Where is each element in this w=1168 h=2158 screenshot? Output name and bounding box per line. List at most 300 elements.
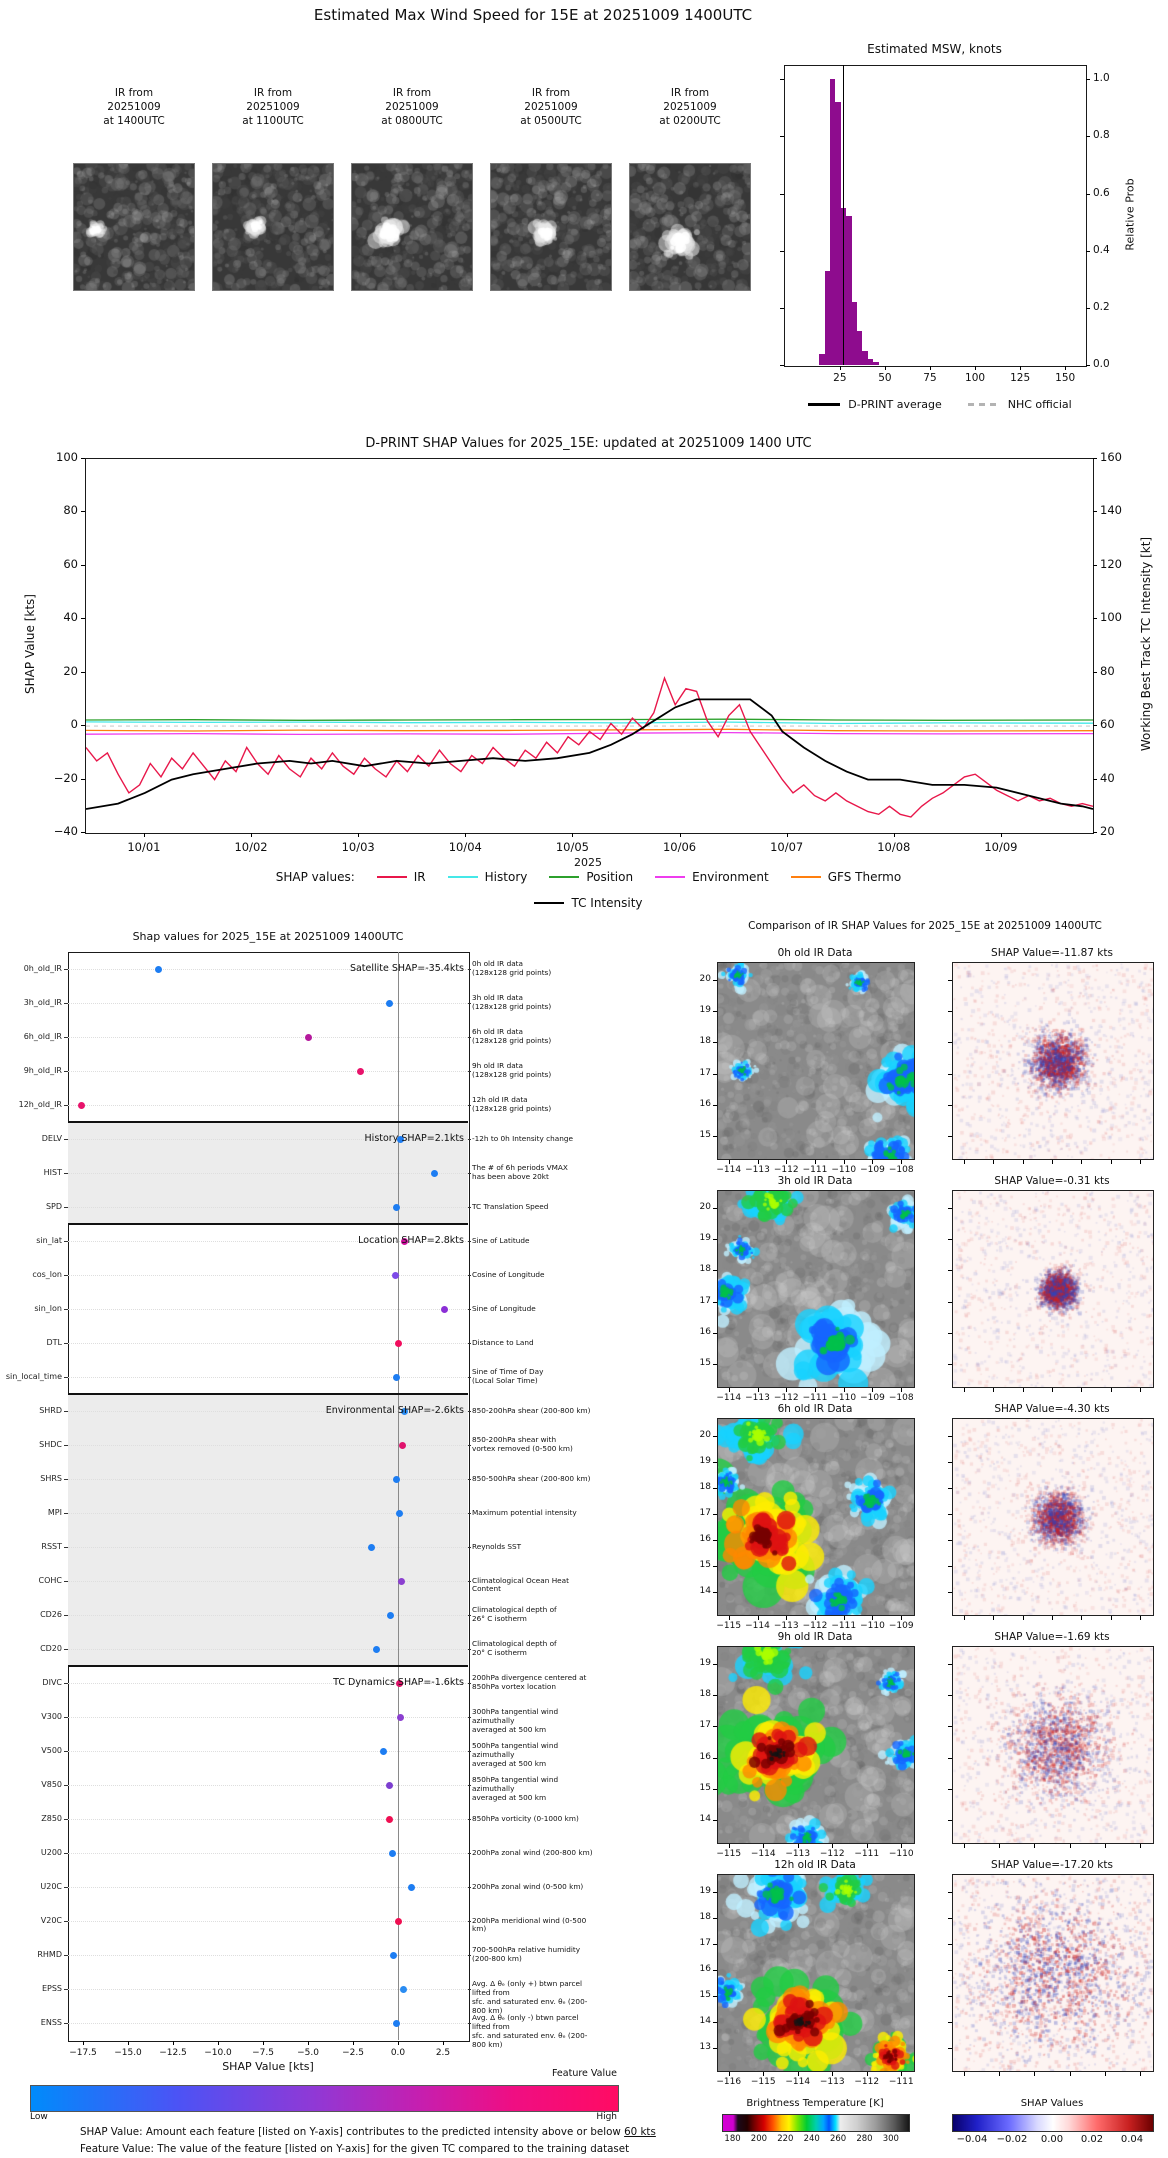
- map-xtick-label: −113: [785, 1849, 811, 1859]
- map-ytick: [948, 1302, 952, 1303]
- shap-dot: [389, 1850, 396, 1857]
- map-ytick: [948, 1011, 952, 1012]
- map-xtick-label: −111: [854, 1849, 880, 1859]
- map-ytick: [713, 1892, 717, 1893]
- feature-label: DIVC: [42, 1678, 62, 1687]
- line-swatch: [655, 876, 685, 879]
- shap-map-title: SHAP Value=-1.69 kts: [994, 1631, 1110, 1643]
- feature-label: U20C: [40, 1882, 62, 1891]
- map-ytick: [948, 1514, 952, 1515]
- map-xtick: [729, 1616, 730, 1620]
- feature-xtick: [173, 2041, 174, 2045]
- bt-colorbar-tick-label: 220: [777, 2134, 794, 2144]
- row-gridline: [68, 1513, 468, 1514]
- ir-map-title: 12h old IR Data: [774, 1859, 856, 1871]
- brightness-temp-colorbar-title: Brightness Temperature [K]: [746, 2098, 884, 2109]
- row-gridline: [68, 1717, 468, 1718]
- map-xtick-label: −112: [819, 1849, 845, 1859]
- feature-label: EPSS: [41, 1984, 62, 1993]
- map-ytick-label: 19: [699, 1233, 711, 1243]
- map-ytick: [948, 1918, 952, 1919]
- map-ytick: [713, 1136, 717, 1137]
- histogram-mean-line: [843, 65, 844, 365]
- row-gridline: [68, 1989, 468, 1990]
- timeseries-ytick-label: 40: [1100, 770, 1115, 785]
- ir-thumbnail-image: [74, 164, 194, 290]
- timeseries-ytick-label: 80: [63, 503, 78, 518]
- feature-xtick-label: −15.0: [114, 2048, 142, 2058]
- map-xtick-label: −109: [860, 1393, 885, 1403]
- map-xtick: [1023, 1160, 1024, 1164]
- feature-description: 0h old IR data (128x128 grid points): [472, 959, 552, 977]
- map-ytick: [713, 1695, 717, 1696]
- map-xtick: [1081, 1616, 1082, 1620]
- map-xtick-label: −110: [888, 1849, 914, 1859]
- feature-tick: [64, 1207, 68, 1208]
- map-xtick: [999, 1844, 1000, 1848]
- feature-tick: [64, 1275, 68, 1276]
- timeseries-ytick-label: 60: [1100, 717, 1115, 732]
- map-xtick: [1070, 1844, 1071, 1848]
- map-xtick-label: −111: [802, 1393, 828, 1403]
- map-xtick: [1111, 1616, 1112, 1620]
- map-ytick: [948, 1996, 952, 1997]
- map-ytick: [713, 1758, 717, 1759]
- map-ytick: [713, 1970, 717, 1971]
- group-separator: [68, 1665, 468, 1667]
- map-xtick-label: −114: [716, 1393, 742, 1403]
- timeseries-plot-area: [85, 458, 1094, 834]
- timeseries-ytick-label: 120: [1100, 556, 1122, 571]
- ir-map-image: [717, 962, 915, 1160]
- map-xtick-label: −109: [860, 1165, 885, 1175]
- timeseries-xtick: [144, 833, 145, 837]
- histogram-title: Estimated MSW, knots: [867, 42, 1002, 56]
- shap-dot: [386, 1000, 393, 1007]
- shap-dot: [408, 1884, 415, 1891]
- map-xtick: [901, 1844, 902, 1848]
- map-xtick: [758, 1388, 759, 1392]
- map-ytick-label: 17: [699, 1937, 711, 1948]
- map-ytick: [713, 1488, 717, 1489]
- map-xtick-label: −115: [750, 2077, 776, 2087]
- map-ytick: [948, 1488, 952, 1489]
- feature-xtick-label: −7.5: [252, 2048, 274, 2058]
- feature-description: Sine of Time of Day (Local Solar Time): [472, 1367, 544, 1385]
- shap-dot: [393, 1476, 400, 1483]
- brightness-temp-colorbar: [722, 2114, 910, 2132]
- feature-tick: [64, 1615, 68, 1616]
- shap-dot: [357, 1068, 364, 1075]
- shap-caption-underlined: 60 kts: [624, 2126, 656, 2138]
- map-ytick: [713, 1333, 717, 1334]
- map-xtick: [832, 2072, 833, 2076]
- feature-label: CD26: [40, 1610, 62, 1619]
- map-xtick: [1140, 2072, 1141, 2076]
- map-xtick-label: −113: [745, 1165, 770, 1175]
- timeseries-xtick: [894, 833, 895, 837]
- timeseries-xtick: [465, 833, 466, 837]
- ir-map-image: [717, 1418, 915, 1616]
- line-swatch: [377, 876, 407, 879]
- row-gridline: [68, 1207, 468, 1208]
- histogram-ytick: [1086, 308, 1090, 309]
- feature-label: U200: [40, 1848, 62, 1857]
- desc-tick: [468, 1003, 471, 1004]
- desc-tick: [468, 1411, 471, 1412]
- map-xtick: [1140, 1388, 1141, 1392]
- histogram-legend-item: [968, 398, 1072, 411]
- map-xtick: [1023, 1616, 1024, 1620]
- timeseries-xtick-label: 10/03: [341, 840, 375, 854]
- map-ytick: [713, 980, 717, 981]
- feature-description: -12h to 0h Intensity change: [472, 1133, 574, 1143]
- desc-tick: [468, 969, 471, 970]
- row-gridline: [68, 1275, 468, 1276]
- desc-tick: [468, 1275, 471, 1276]
- shap-dot: [393, 1374, 400, 1381]
- map-xtick: [763, 1844, 764, 1848]
- shap-dot: [431, 1170, 438, 1177]
- map-ytick-label: 19: [699, 1885, 711, 1896]
- map-xtick-label: −115: [716, 1621, 742, 1631]
- desc-tick: [468, 1717, 471, 1718]
- bt-colorbar-tick-label: 280: [856, 2134, 873, 2144]
- row-gridline: [68, 1071, 468, 1072]
- histogram-ytick: [780, 251, 784, 252]
- feature-label: CD20: [40, 1644, 62, 1653]
- feature-label: COHC: [38, 1576, 62, 1585]
- map-ytick: [948, 1944, 952, 1945]
- feature-description: 6h old IR data (128x128 grid points): [472, 1027, 552, 1045]
- series-history: [86, 722, 1093, 724]
- timeseries-ylabel-right: Working Best Track TC Intensity [kt]: [1139, 536, 1153, 752]
- feature-description: Avg. Δ θₑ (only +) btwn parcel lifted from sfc. and saturated env. θₑ (200-800 km): [472, 1979, 588, 2015]
- row-gridline: [68, 1037, 468, 1038]
- map-xtick-label: −113: [819, 2077, 845, 2087]
- map-xtick: [758, 1616, 759, 1620]
- map-ytick: [713, 1540, 717, 1541]
- feature-tick: [64, 1649, 68, 1650]
- shap-dot: [441, 1306, 448, 1313]
- histogram-ytick-label: 0.6: [1093, 186, 1110, 199]
- feature-description: 200hPa zonal wind (0-500 km): [472, 1881, 584, 1891]
- shap-dot: [305, 1034, 312, 1041]
- feature-description: Climatological Ocean Heat Content: [472, 1575, 570, 1594]
- feature-description: Climatological depth of 26° C isotherm: [472, 1605, 557, 1623]
- map-xtick: [786, 1160, 787, 1164]
- histogram-ytick-label: 0.8: [1093, 129, 1110, 142]
- row-gridline: [68, 1343, 468, 1344]
- map-xtick: [729, 1160, 730, 1164]
- map-xtick: [1070, 2072, 1071, 2076]
- histogram-ytick: [780, 308, 784, 309]
- desc-tick: [468, 1683, 471, 1684]
- shap-values-colorbar-title: SHAP Values: [1020, 2098, 1084, 2109]
- histogram-xtick-label: 50: [878, 372, 892, 384]
- desc-tick: [468, 1479, 471, 1480]
- feature-tick: [64, 1377, 68, 1378]
- line-swatch: [534, 902, 564, 905]
- line-swatch: [808, 403, 840, 406]
- row-gridline: [68, 1751, 468, 1752]
- timeseries-xtick-label: 10/04: [448, 840, 482, 854]
- timeseries-legend-label: Environment: [692, 870, 769, 884]
- map-ytick-label: 16: [699, 1534, 711, 1545]
- timeseries-legend-row1: [85, 870, 1092, 884]
- feature-description: 850-200hPa shear (200-800 km): [472, 1405, 591, 1415]
- shap-dot: [390, 1952, 397, 1959]
- histogram-xtick: [1020, 366, 1021, 370]
- timeseries-xtick: [787, 833, 788, 837]
- map-xtick-label: −114: [785, 2077, 811, 2087]
- feature-tick: [64, 1139, 68, 1140]
- timeseries-legend-prefix: SHAP values:: [275, 870, 355, 884]
- timeseries-ytick: [81, 458, 85, 459]
- timeseries-xtick-label: 10/09: [984, 840, 1018, 854]
- shap-dot: [396, 1510, 403, 1517]
- desc-tick: [468, 1547, 471, 1548]
- map-ytick: [713, 1944, 717, 1945]
- map-ytick: [713, 1239, 717, 1240]
- histogram-xtick: [885, 366, 886, 370]
- timeseries-ytick: [1093, 618, 1097, 619]
- map-xtick-label: −112: [773, 1393, 799, 1403]
- map-xtick-label: −111: [888, 2077, 914, 2087]
- map-ytick-label: 19: [699, 1455, 711, 1466]
- histogram-xtick: [1065, 366, 1066, 370]
- feature-label: MPI: [47, 1508, 62, 1517]
- desc-tick: [468, 1581, 471, 1582]
- bt-colorbar-tick-label: 260: [829, 2134, 847, 2144]
- row-gridline: [68, 1479, 468, 1480]
- row-gridline: [68, 1581, 468, 1582]
- feature-description: 850hPa tangential wind azimuthally averaged at 500 km: [472, 1775, 559, 1802]
- map-xtick: [1023, 1388, 1024, 1392]
- histogram-ytick-label: 0.4: [1093, 243, 1110, 256]
- timeseries-legend-label: History: [484, 870, 528, 884]
- feature-xtick-label: 0.0: [390, 2048, 406, 2058]
- shap-map-image: [952, 962, 1154, 1160]
- timeseries-xtick-label: 10/06: [662, 840, 697, 854]
- feature-label: V20C: [40, 1916, 62, 1925]
- feature-label: SHRD: [39, 1406, 62, 1415]
- feature-value-caption: Feature Value: The value of the feature [listed on Y-axis] for the given TC compared to the training dataset: [80, 2143, 630, 2155]
- feature-tick: [64, 1921, 68, 1922]
- map-ytick: [948, 1136, 952, 1137]
- timeseries-ytick-label: 160: [1100, 450, 1122, 464]
- feature-xtick: [398, 2041, 399, 2045]
- map-ytick-label: 18: [699, 1481, 711, 1492]
- shap-colorbar-tick-label: −0.02: [996, 2134, 1028, 2145]
- map-xtick: [1081, 1160, 1082, 1164]
- ir-thumbnail-label: IR from 20251009 at 0800UTC: [381, 87, 443, 127]
- map-xtick: [729, 1844, 730, 1848]
- map-xtick: [993, 1388, 994, 1392]
- shap-map-image: [952, 1646, 1154, 1844]
- group-shading: [68, 1394, 468, 1666]
- feature-label: 0h_old_IR: [23, 964, 62, 973]
- map-ytick-label: 17: [699, 1067, 711, 1078]
- shap-map-title: SHAP Value=-11.87 kts: [991, 947, 1113, 959]
- timeseries-ytick: [81, 565, 85, 566]
- histogram-bar: [873, 362, 878, 365]
- map-xtick-label: −114: [745, 1621, 770, 1631]
- map-ytick: [948, 2048, 952, 2049]
- map-ytick: [948, 1364, 952, 1365]
- map-xtick-label: −110: [831, 1165, 857, 1175]
- ir-thumbnail-label: IR from 20251009 at 1100UTC: [242, 87, 304, 127]
- map-ytick: [948, 1695, 952, 1696]
- feature-label: SPD: [45, 1202, 62, 1211]
- map-xtick-label: −115: [716, 1849, 742, 1859]
- shap-values-colorbar: [952, 2114, 1154, 2132]
- histogram-ytick: [780, 79, 784, 80]
- map-ytick: [948, 1540, 952, 1541]
- histogram-legend-label: D-PRINT average: [848, 398, 942, 411]
- feature-tick: [64, 1037, 68, 1038]
- shap-dot: [373, 1646, 380, 1653]
- timeseries-ytick-label: 100: [56, 450, 78, 464]
- map-xtick-label: −108: [888, 1165, 914, 1175]
- feature-description: 3h old IR data (128x128 grid points): [472, 993, 552, 1011]
- feature-label: 9h_old_IR: [23, 1066, 62, 1075]
- histogram-ytick: [780, 194, 784, 195]
- feature-description: 850-200hPa shear with vortex removed (0-500 km): [472, 1435, 573, 1453]
- timeseries-title: D-PRINT SHAP Values for 2025_15E: updated at 20251009 1400 UTC: [365, 436, 812, 451]
- map-xtick: [815, 1616, 816, 1620]
- map-ytick: [713, 1011, 717, 1012]
- feature-description: 200hPa zonal wind (200-800 km): [472, 1847, 593, 1857]
- map-xtick-label: −112: [773, 1165, 799, 1175]
- feature-description: 200hPa meridional wind (0-500 km): [472, 1915, 587, 1934]
- shap-dot: [397, 1714, 404, 1721]
- shap-map-image: [952, 1418, 1154, 1616]
- map-xtick: [844, 1616, 845, 1620]
- feature-xtick: [128, 2041, 129, 2045]
- map-ytick-label: 19: [699, 1657, 711, 1668]
- timeseries-xtick-label: 10/07: [770, 840, 804, 854]
- row-gridline: [68, 1615, 468, 1616]
- map-ytick-label: 15: [699, 1560, 711, 1571]
- map-ytick-label: 17: [699, 1508, 711, 1519]
- ir-thumbnail-image: [491, 164, 611, 290]
- timeseries-ytick: [81, 832, 85, 833]
- map-xtick: [993, 1160, 994, 1164]
- desc-tick: [468, 1105, 471, 1106]
- map-ytick: [713, 1664, 717, 1665]
- shap-dot: [398, 1578, 405, 1585]
- timeseries-xtick: [680, 833, 681, 837]
- timeseries-ytick: [1093, 672, 1097, 673]
- dashed-line-swatch: [968, 403, 1000, 406]
- bt-colorbar-tick-label: 300: [882, 2134, 899, 2144]
- shap-map-title: SHAP Value=-4.30 kts: [994, 1403, 1110, 1415]
- map-ytick: [948, 1436, 952, 1437]
- ir-map-title: 3h old IR Data: [777, 1175, 853, 1187]
- map-ytick: [948, 1239, 952, 1240]
- map-xtick: [872, 1388, 873, 1392]
- row-gridline: [68, 1819, 468, 1820]
- group-shap-label: Environmental SHAP=-2.6kts: [325, 1405, 464, 1416]
- map-ytick: [713, 1726, 717, 1727]
- feature-tick: [64, 1343, 68, 1344]
- ir-thumbnail-image: [630, 164, 750, 290]
- map-ytick-label: 15: [699, 1358, 711, 1369]
- feature-tick: [64, 969, 68, 970]
- timeseries-ytick-label: 60: [63, 556, 78, 571]
- map-ytick: [713, 1820, 717, 1821]
- map-ytick: [713, 1462, 717, 1463]
- desc-tick: [468, 1887, 471, 1888]
- desc-tick: [468, 1751, 471, 1752]
- map-xtick-label: −108: [888, 1393, 914, 1403]
- shap-dot: [393, 1204, 400, 1211]
- map-xtick-label: −112: [854, 2077, 880, 2087]
- map-xtick-label: −111: [831, 1621, 857, 1631]
- map-ytick-label: 14: [699, 1814, 711, 1825]
- feature-description: 700-500hPa relative humidity (200-800 km): [472, 1945, 581, 1963]
- desc-tick: [468, 1785, 471, 1786]
- ir-map-title: 6h old IR Data: [777, 1403, 853, 1415]
- desc-tick: [468, 1819, 471, 1820]
- desc-tick: [468, 1853, 471, 1854]
- row-gridline: [68, 1173, 468, 1174]
- map-xtick: [1140, 1616, 1141, 1620]
- desc-tick: [468, 1173, 471, 1174]
- map-xtick: [1111, 1160, 1112, 1164]
- feature-tick: [64, 1717, 68, 1718]
- feature-description: 500hPa tangential wind azimuthally averaged at 500 km: [472, 1741, 559, 1768]
- map-xtick: [999, 2072, 1000, 2076]
- map-ytick: [948, 1042, 952, 1043]
- ir-thumbnail-label: IR from 20251009 at 0500UTC: [520, 87, 582, 127]
- feature-tick: [64, 1887, 68, 1888]
- series-position: [86, 719, 1093, 720]
- map-xtick-label: −109: [888, 1621, 914, 1631]
- feature-description: The # of 6h periods VMAX has been above 20kt: [472, 1163, 568, 1181]
- line-swatch: [791, 876, 821, 879]
- map-xtick: [901, 1388, 902, 1392]
- row-gridline: [68, 1445, 468, 1446]
- timeseries-legend-item: [655, 870, 769, 884]
- feature-description: Avg. Δ θₑ (only -) btwn parcel lifted from sfc. and saturated env. θₑ (200-800 km): [472, 2013, 588, 2049]
- group-shap-label: Location SHAP=2.8kts: [358, 1235, 464, 1246]
- row-gridline: [68, 1377, 468, 1378]
- timeseries-legend-label: IR: [413, 870, 426, 884]
- shap-dot: [395, 1340, 402, 1347]
- map-ytick-label: 17: [699, 1295, 711, 1306]
- feature-tick: [64, 1241, 68, 1242]
- feature-tick: [64, 1445, 68, 1446]
- feature-label: sin_lon: [34, 1304, 62, 1313]
- timeseries-ytick-label: 40: [63, 610, 78, 625]
- histogram-xtick: [840, 366, 841, 370]
- desc-tick: [468, 1377, 471, 1378]
- row-gridline: [68, 1105, 468, 1106]
- map-xtick: [1081, 1388, 1082, 1392]
- timeseries-lines: [86, 459, 1093, 833]
- map-xtick: [964, 1160, 965, 1164]
- feature-tick: [64, 1819, 68, 1820]
- histogram-xtick-label: 125: [1010, 372, 1031, 384]
- map-xtick: [729, 2072, 730, 2076]
- series-ir: [86, 678, 1093, 817]
- timeseries-ytick: [1093, 511, 1097, 512]
- timeseries-xtick-label: 10/08: [877, 840, 911, 854]
- desc-tick: [468, 1615, 471, 1616]
- map-xtick: [844, 1160, 845, 1164]
